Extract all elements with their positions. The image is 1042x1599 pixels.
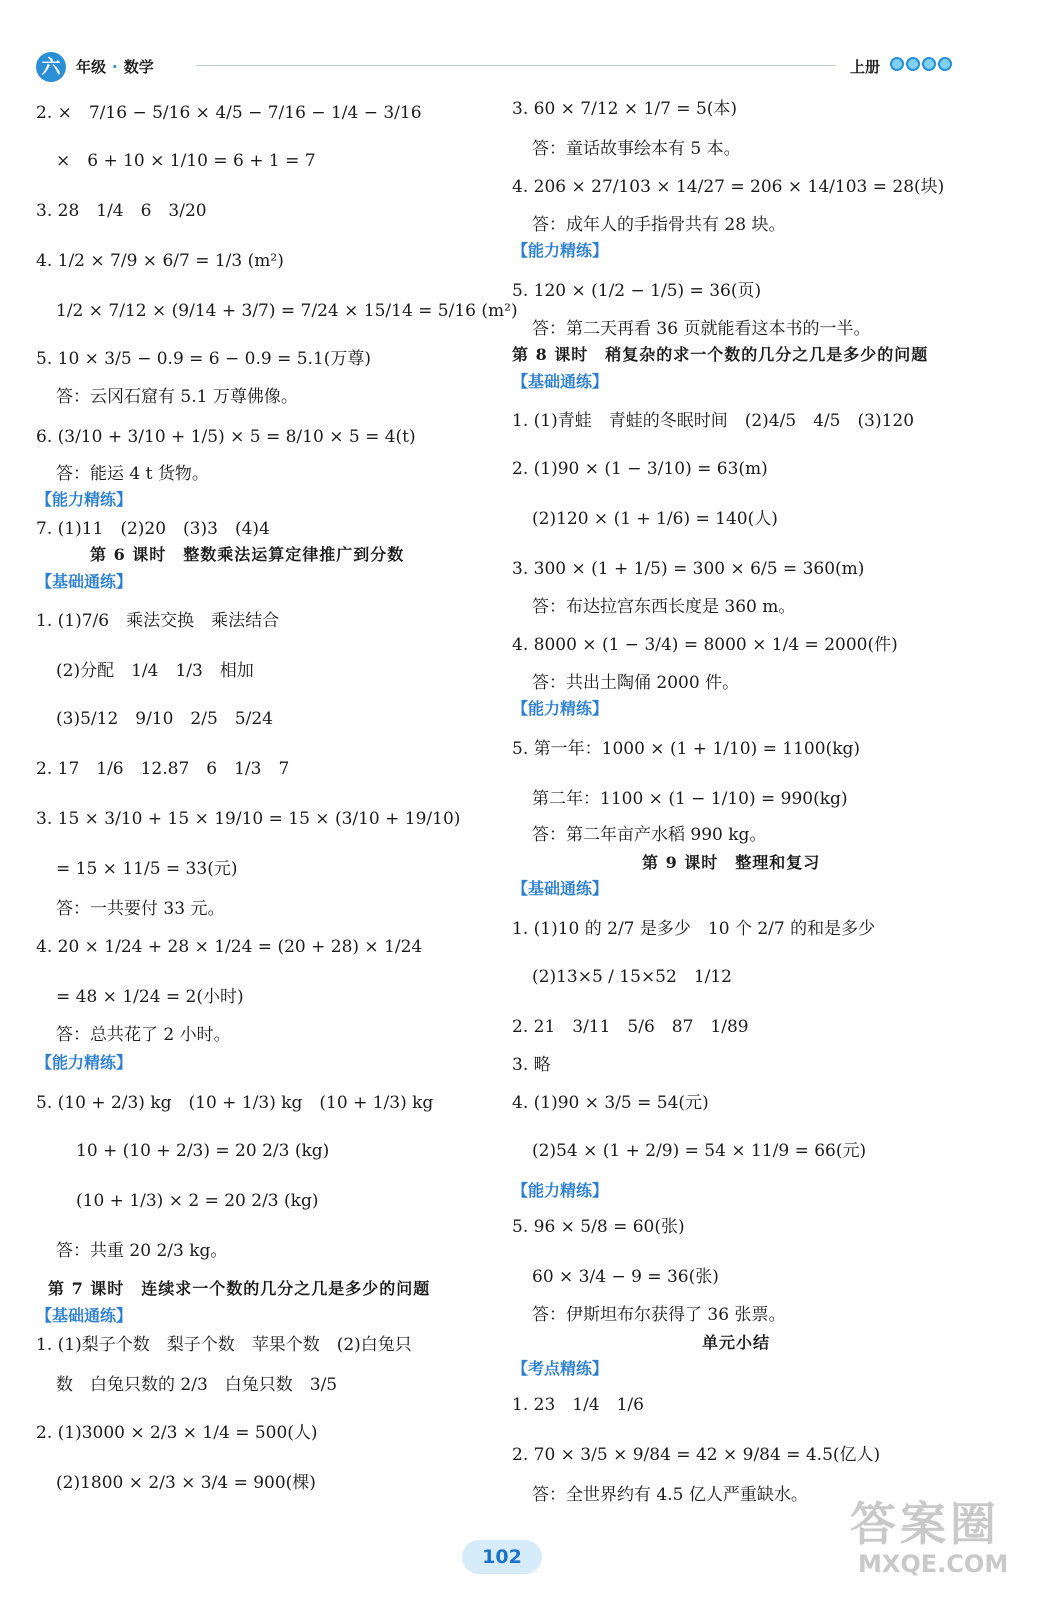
answer-line: 4. (1)90 × 3/5 = 54(元)	[512, 1093, 709, 1113]
answer-line: 5. 120 × (1/2 − 1/5) = 36(页)	[512, 281, 762, 301]
section-heading: 【能力精练】	[512, 699, 609, 718]
decorative-dots	[890, 57, 952, 71]
answer-line: × 6 + 10 × 1/10 = 6 + 1 = 7	[56, 151, 316, 171]
section-heading: 【基础通练】	[512, 879, 609, 898]
answer-line: 答：能运 4 t 货物。	[56, 464, 209, 484]
answer-line: 2. × 7/16 − 5/16 × 4/5 − 7/16 − 1/4 − 3/16	[36, 103, 422, 123]
answer-line: (2)分配 1/4 1/3 相加	[56, 661, 254, 681]
answer-line: 答：一共要付 33 元。	[56, 899, 225, 919]
section-heading: 【基础通练】	[512, 372, 609, 391]
answer-line: 答：第二年亩产水稻 990 kg。	[532, 825, 767, 845]
answer-line: 1. (1)7/6 乘法交换 乘法结合	[36, 611, 280, 631]
answer-line: 答：云冈石窟有 5.1 万尊佛像。	[56, 387, 298, 407]
watermark-url: MXQE.COM	[858, 1550, 1009, 1578]
answer-line: 6. (3/10 + 3/10 + 1/5) × 5 = 8/10 × 5 = 4(t)	[36, 427, 416, 447]
answer-line: 5. (10 + 2/3) kg (10 + 1/3) kg (10 + 1/3) kg	[36, 1093, 434, 1113]
answer-line: 2. 17 1/6 12.87 6 1/3 7	[36, 759, 290, 779]
answer-line: (2)54 × (1 + 2/9) = 54 × 11/9 = 66(元)	[532, 1141, 867, 1161]
answer-line: 1. (1)梨子个数 梨子个数 苹果个数 (2)白兔只	[36, 1335, 412, 1355]
grade-subject	[76, 56, 154, 77]
section-heading: 【能力精练】	[512, 241, 609, 260]
answer-line: 1/2 × 7/12 × (9/14 + 3/7) = 7/24 × 15/14 = 5/16 (m²)	[56, 301, 518, 321]
answer-line: 3. 略	[512, 1055, 551, 1075]
answer-line: 2. 21 3/11 5/6 87 1/89	[512, 1017, 749, 1037]
lesson-title: 单元小结	[702, 1333, 771, 1352]
answer-line: (2)120 × (1 + 1/6) = 140(人)	[532, 509, 778, 529]
answer-line: (10 + 1/3) × 2 = 20 2/3 (kg)	[76, 1191, 319, 1211]
answer-line: 3. 300 × (1 + 1/5) = 300 × 6/5 = 360(m)	[512, 559, 865, 579]
section-heading: 【能力精练】	[36, 1053, 133, 1072]
answer-line: 10 + (10 + 2/3) = 20 2/3 (kg)	[76, 1141, 330, 1161]
separator-dot: ·	[112, 58, 118, 76]
answer-line: = 48 × 1/24 = 2(小时)	[56, 987, 244, 1007]
answer-line: 2. 70 × 3/5 × 9/84 = 42 × 9/84 = 4.5(亿人)	[512, 1445, 881, 1465]
lesson-title: 第 6 课时 整数乘法运算定律推广到分数	[90, 545, 405, 564]
section-heading: 【基础通练】	[36, 572, 133, 591]
answer-line: 4. 1/2 × 7/9 × 6/7 = 1/3 (m²)	[36, 251, 284, 271]
subject-label: 数学	[123, 58, 154, 76]
header-rule	[196, 65, 836, 66]
answer-line: 3. 15 × 3/10 + 15 × 19/10 = 15 × (3/10 + 19/10)	[36, 809, 461, 829]
answer-line: 4. 206 × 27/103 × 14/27 = 206 × 14/103 = 28(块)	[512, 177, 945, 197]
answer-line: 答：成年人的手指骨共有 28 块。	[532, 215, 786, 235]
section-heading: 【能力精练】	[36, 490, 133, 509]
dot-icon	[906, 57, 920, 71]
answer-line: (2)13×5 / 15×52 1/12	[532, 967, 732, 987]
lesson-title: 第 9 课时 整理和复习	[642, 853, 821, 872]
answer-line: 答：布达拉宫东西长度是 360 m。	[532, 597, 796, 617]
dot-icon	[938, 57, 952, 71]
answer-line: 第二年：1100 × (1 − 1/10) = 990(kg)	[532, 789, 848, 809]
dot-icon	[890, 57, 904, 71]
grade-label: 年级	[76, 58, 107, 76]
section-heading: 【能力精练】	[512, 1181, 609, 1200]
answer-line: 答：伊斯坦布尔获得了 36 张票。	[532, 1305, 786, 1325]
answer-line: 5. 第一年：1000 × (1 + 1/10) = 1100(kg)	[512, 739, 861, 759]
answer-line: 答：总共花了 2 小时。	[56, 1025, 231, 1045]
answer-line: 4. 8000 × (1 − 3/4) = 8000 × 1/4 = 2000(件)	[512, 635, 898, 655]
page-header	[0, 0, 1042, 86]
answer-line: 3. 28 1/4 6 3/20	[36, 201, 207, 221]
answer-line: 1. (1)10 的 2/7 是多少 10 个 2/7 的和是多少	[512, 919, 876, 939]
watermark-logo: 答案圈	[850, 1497, 1000, 1551]
answer-line: 7. (1)11 (2)20 (3)3 (4)4	[36, 519, 270, 539]
answer-line: (2)1800 × 2/3 × 3/4 = 900(棵)	[56, 1473, 316, 1493]
answer-line: 3. 60 × 7/12 × 1/7 = 5(本)	[512, 99, 738, 119]
volume-label: 上册	[850, 58, 881, 76]
dot-icon	[922, 57, 936, 71]
answer-line: 5. 96 × 5/8 = 60(张)	[512, 1217, 685, 1237]
answer-line: 4. 20 × 1/24 + 28 × 1/24 = (20 + 28) × 1/24	[36, 937, 423, 957]
answer-line: 2. (1)3000 × 2/3 × 1/4 = 500(人)	[36, 1423, 318, 1443]
page-number: 102	[462, 1540, 542, 1574]
lesson-title: 第 8 课时 稍复杂的求一个数的几分之几是多少的问题	[512, 345, 929, 364]
lesson-title: 第 7 课时 连续求一个数的几分之几是多少的问题	[48, 1279, 431, 1298]
answer-line: = 15 × 11/5 = 33(元)	[56, 859, 238, 879]
answer-line: 答：共重 20 2/3 kg。	[56, 1241, 228, 1261]
answer-line: (3)5/12 9/10 2/5 5/24	[56, 709, 273, 729]
section-heading: 【基础通练】	[36, 1306, 133, 1325]
answer-line: 答：第二天再看 36 页就能看这本书的一半。	[532, 319, 871, 339]
answer-line: 答：童话故事绘本有 5 本。	[532, 139, 741, 159]
section-heading: 【考点精练】	[512, 1359, 609, 1378]
answer-line: 数 白兔只数的 2/3 白兔只数 3/5	[56, 1375, 338, 1395]
answer-line: 1. (1)青蛙 青蛙的冬眠时间 (2)4/5 4/5 (3)120	[512, 411, 915, 431]
answer-line: 答：共出土陶俑 2000 件。	[532, 673, 740, 693]
answer-line: 答：全世界约有 4.5 亿人严重缺水。	[532, 1485, 808, 1505]
answer-line: 5. 10 × 3/5 − 0.9 = 6 − 0.9 = 5.1(万尊)	[36, 349, 372, 369]
answer-line: 2. (1)90 × (1 − 3/10) = 63(m)	[512, 459, 768, 479]
grade-badge: 六	[36, 52, 66, 82]
answer-line: 60 × 3/4 − 9 = 36(张)	[532, 1267, 719, 1287]
answer-line: 1. 23 1/4 1/6	[512, 1395, 644, 1415]
